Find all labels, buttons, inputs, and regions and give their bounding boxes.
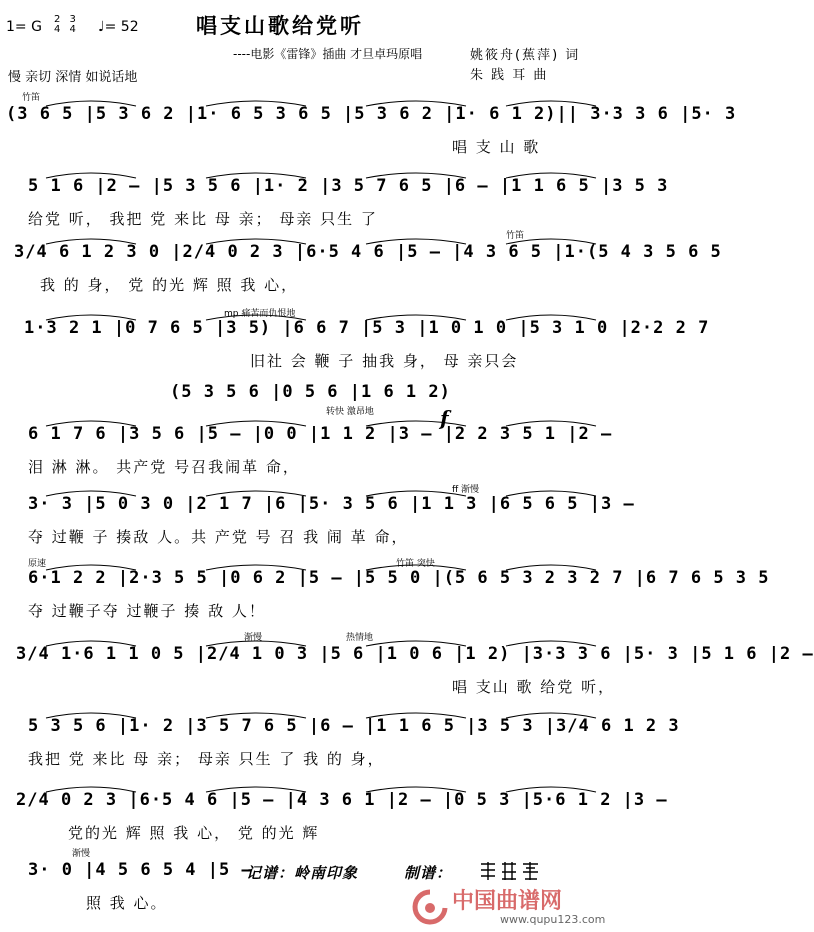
performance-marking: 竹笛 [506,231,525,241]
lyricist-credit: 姚筱舟(蕉萍) 词 [470,48,581,63]
slur-lines-row-11 [6,780,616,794]
slur-lines-row-1 [6,94,616,108]
lyrics-row-4: 旧社 会 鞭 子 抽我 身， 母 亲只会 [250,352,519,370]
time-signature-group [54,14,76,35]
slur-lines-row-8 [6,558,616,572]
page-title: 唱支山歌给党听 [196,14,364,38]
lyrics-row-1: 唱 支 山 歌 [452,138,541,156]
tempo-marking: ♩= 52 [98,19,139,35]
notation-row-3: 3/4 6 1 2 3 0 |2/4 0 2 3 |6·5 4 6 |5 – |4 3 6 5 |1·(5 4 3 5 6 5 [14,242,722,262]
performance-marking: 渐慢 [72,849,91,859]
notation-row-6: 6 1 7 6 |3 5 6 |5 – |0 0 |1 1 2 |3 – |2 2 3 5 1 |2 – [28,424,613,444]
performance-marking: 原速 [28,559,47,569]
lyrics-row-7: 夺 过鞭 子 揍敌 人。共 产党 号 召 我 闹 革 命， [28,528,409,546]
slur-lines-row-2 [6,166,616,180]
slur-lines-row-4 [6,308,616,322]
watermark-url: www.qupu123.com [500,913,606,926]
performance-marking: mp 痛苦而仇恨地 [224,309,296,319]
lyrics-row-9: 唱 支山 歌 给党 听， [452,678,616,696]
lyrics-row-10: 我把 党 来比 母 亲； 母亲 只生 了 我 的 身， [28,750,385,768]
key-signature: 1= G [6,19,42,35]
lyrics-row-2: 给党 听， 我把 党 来比 母 亲； 母亲 只生 了 [28,210,378,228]
slur-lines-row-10 [6,706,616,720]
notation-row-11: 2/4 0 2 3 |6·5 4 6 |5 – |4 3 6 1 |2 – |0 5 3 |5·6 1 2 |3 – [16,790,668,810]
lyrics-row-8: 夺 过鞭子夺 过鞭子 揍 敌 人！ [28,602,266,620]
lyrics-row-6: 泪 淋 淋。 共产党 号召我闹革 命， [28,458,300,476]
subtitle: ----电影《雷锋》插曲 才旦卓玛原唱 [233,47,423,61]
seal-stamp-graphic [478,860,542,882]
performance-marking: 竹笛 突快 [396,559,435,569]
slur-lines-row-9 [6,634,616,648]
notation-row-8: 6·1 2 2 |2·3 5 5 |0 6 2 |5 – |5 5 0 |(5 6 5 3 2 3 2 7 |6 7 6 5 3 5 [28,568,770,588]
dynamic-marking: f [440,406,449,430]
watermark-logo [410,888,450,928]
notation-credit: 记谱：岭南印象 [246,864,359,882]
watermark-swirl-icon [410,888,450,924]
time-signature-1: 2 4 [54,13,61,35]
notation-row-2: 5 1 6 |2 – |5 3 5 6 |1· 2 |3 5 7 6 5 |6 – |1 1 6 5 |3 5 3 [28,176,669,196]
slur-lines-row-3 [6,232,616,246]
slur-lines-row-6 [6,414,616,428]
notation-row-9: 3/4 1·6 1 1 0 5 |2/4 1 0 3 |5 6 |1 0 6 |1 2) |3·3 3 6 |5· 3 |5 1 6 |2 – [16,644,814,664]
performance-marking: 渐慢 [244,633,263,643]
notation-row-7: 3· 3 |5 0 3 0 |2 1 7 |6 |5· 3 5 6 |1 1 3 |6 5 6 5 |3 – [28,494,635,514]
performance-marking: 热情地 [346,633,374,643]
notation-row-5: (5 3 5 6 |0 5 6 |1 6 1 2) [170,382,451,402]
performance-marking: 转快 激昂地 [326,407,374,417]
production-credit: 制谱： [404,864,453,882]
slur-lines-row-5 [6,372,616,386]
notation-row-4: 1·3 2 1 |0 7 6 5 |3 5) |6 6 7 |5 3 |1 0 1 0 |5 3 1 0 |2·2 2 7 [24,318,710,338]
lyrics-row-11: 党的光 辉 照 我 心， 党 的光 辉 [68,824,320,842]
lyrics-row-3: 我 的 身， 党 的光 辉 照 我 心， [40,276,299,294]
time-signature-2: 3 4 [69,13,76,35]
composer-credit: 朱 践 耳 曲 [470,68,549,83]
notation-row-1: (3 6 5 |5 3 6 2 |1· 6 5 3 6 5 |5 3 6 2 |1· 6 1 2)|| 3·3 3 6 |5· 3 [6,104,737,124]
slur-lines-row-7 [6,484,616,498]
lyrics-row-12: 照 我 心。 [86,894,168,912]
notation-row-10: 5 3 5 6 |1· 2 |3 5 7 6 5 |6 – |1 1 6 5 |3 5 3 |3/4 6 1 2 3 [28,716,680,736]
watermark-brand: 中国曲谱网 [452,888,563,914]
notation-row-12: 3· 0 |4 5 6 5 4 |5 – [28,860,253,880]
expression-marking: 慢 亲切 深情 如说话地 [8,70,138,85]
performance-marking: 竹笛 [22,93,41,103]
performance-marking: ff 渐慢 [452,485,480,495]
seal-stamp [478,860,542,882]
